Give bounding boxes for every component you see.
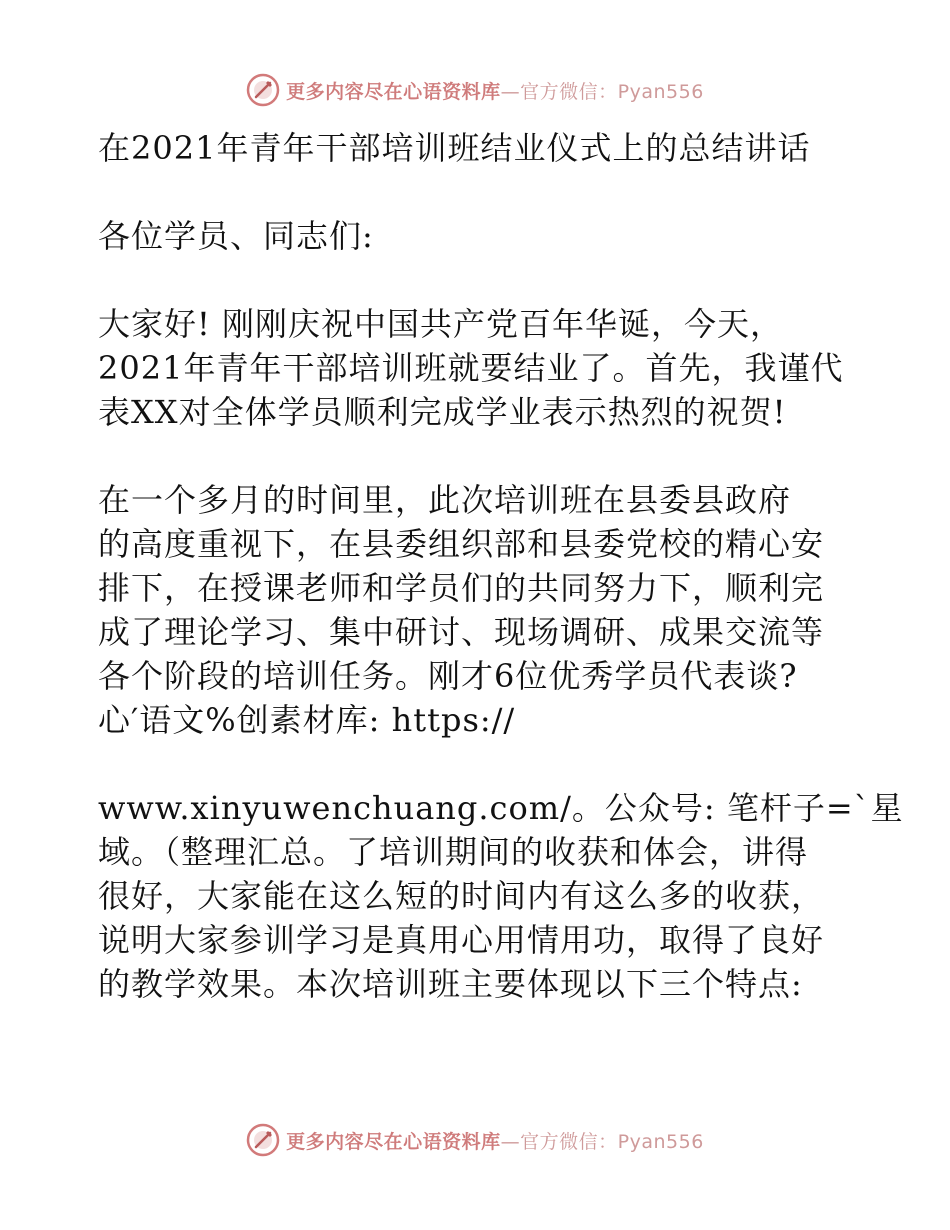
watermark-suffix: —官方微信：Pyan556 (500, 1130, 704, 1153)
paragraph-line: 排下，在授课老师和学员们的共同努力下，顺利完 (98, 569, 825, 607)
watermark-text (286, 1127, 704, 1154)
paragraph-line: 域。（整理汇总。了培训期间的收获和体会，讲得 (98, 833, 809, 871)
blank-line (98, 258, 858, 302)
paragraph-line: 表XX对全体学员顺利完成学业表示热烈的祝贺! (98, 393, 787, 431)
watermark-top (0, 72, 950, 108)
salutation: 各位学员、同志们: (98, 217, 374, 255)
paragraph-line: 心′语文%创素材库: https:// (98, 701, 516, 739)
document-body (98, 126, 904, 1006)
blank-line (98, 170, 858, 214)
paragraph-line: 成了理论学习、集中研讨、现场调研、成果交流等 (98, 613, 825, 651)
paragraph-line: 说明大家参训学习是真用心用情用功，取得了良好 (98, 921, 825, 959)
paragraph-line: 的教学效果。本次培训班主要体现以下三个特点: (98, 965, 803, 1003)
paragraph-line: 大家好! 刚刚庆祝中国共产党百年华诞，今天， (98, 305, 784, 343)
brand-logo-icon (246, 1123, 280, 1157)
paragraph-line: 2021年青年干部培训班就要结业了。首先，我谨代 (98, 349, 844, 387)
paragraph-line: 的高度重视下，在县委组织部和县委党校的精心安 (98, 525, 825, 563)
paragraph-line: 在一个多月的时间里，此次培训班在县委县政府 (98, 481, 792, 519)
watermark-suffix: —官方微信：Pyan556 (500, 80, 704, 103)
watermark-brand: 更多内容尽在心语资料库 (286, 1130, 501, 1153)
watermark-bottom (0, 1122, 950, 1158)
watermark-brand: 更多内容尽在心语资料库 (286, 80, 501, 103)
blank-line (98, 434, 858, 478)
paragraph-line: www.xinyuwenchuang.com/。公众号: 笔杆子=`星 (98, 789, 904, 827)
brand-logo-icon (246, 73, 280, 107)
paragraph-line: 很好，大家能在这么短的时间内有这么多的收获， (98, 877, 825, 915)
paragraph-line: 各个阶段的培训任务。刚才6位优秀学员代表谈? (98, 657, 798, 695)
document-title: 在2021年青年干部培训班结业仪式上的总结讲话 (98, 129, 811, 167)
blank-line (98, 742, 858, 786)
watermark-text (286, 77, 704, 104)
